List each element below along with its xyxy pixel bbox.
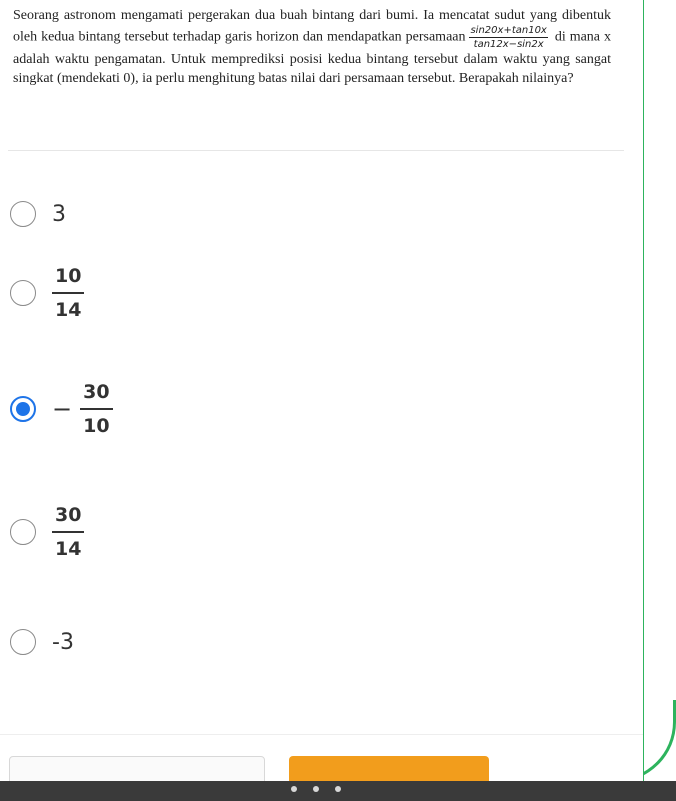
question-rest: di mana x adalah waktu pengamatan. Untuk memprediksi posisi kedua bintang tersebut dalam waktu yang sangat singkat (mendekati 0), ia perlu menghitung batas nilai dari persamaan tersebut. Berapakah nilainya?: [13, 29, 611, 86]
next-button[interactable]: [289, 756, 489, 781]
question-divider: [8, 150, 624, 151]
option-c-numerator: 30: [80, 380, 112, 410]
formula-fraction: [469, 25, 547, 50]
option-a-label: 3: [52, 201, 66, 227]
option-b-radio[interactable]: [10, 280, 36, 306]
previous-button[interactable]: [9, 756, 265, 781]
option-c-sign: −: [52, 395, 73, 423]
option-c-denominator: 10: [83, 415, 110, 437]
question-intro: Seorang astronom mengamati pergerakan dua buah bintang dari bumi. Ia mencatat sudut yang dibentuk oleh kedua bintang tersebut terhadap garis horizon dan mendapatkan persamaan: [13, 8, 611, 45]
page-dot-2[interactable]: [313, 786, 319, 792]
option-c-radio[interactable]: [10, 396, 36, 422]
option-c[interactable]: [10, 380, 113, 438]
option-b[interactable]: [10, 264, 84, 322]
formula-denominator: tan12x−sin2x: [473, 39, 544, 50]
option-b-numerator: 10: [52, 264, 84, 294]
page-dot-1[interactable]: [291, 786, 297, 792]
rounded-corner-decoration: [644, 0, 676, 781]
option-a-radio[interactable]: [10, 201, 36, 227]
question-text: [13, 6, 611, 88]
question-paragraph: [13, 6, 611, 88]
option-d-fraction: [52, 503, 84, 561]
option-a[interactable]: [10, 201, 66, 227]
option-e-radio[interactable]: [10, 629, 36, 655]
formula-numerator: sin20x+tan10x: [470, 25, 547, 36]
option-d-radio[interactable]: [10, 519, 36, 545]
option-b-denominator: 14: [55, 299, 82, 321]
option-c-fraction: [80, 380, 112, 438]
option-d-denominator: 14: [55, 538, 82, 560]
page-dot-3[interactable]: [335, 786, 341, 792]
option-e-label: -3: [52, 629, 74, 655]
option-d[interactable]: [10, 503, 84, 561]
footer-divider: [0, 734, 645, 735]
option-e[interactable]: [10, 629, 74, 655]
option-d-numerator: 30: [52, 503, 84, 533]
option-b-fraction: [52, 264, 84, 322]
